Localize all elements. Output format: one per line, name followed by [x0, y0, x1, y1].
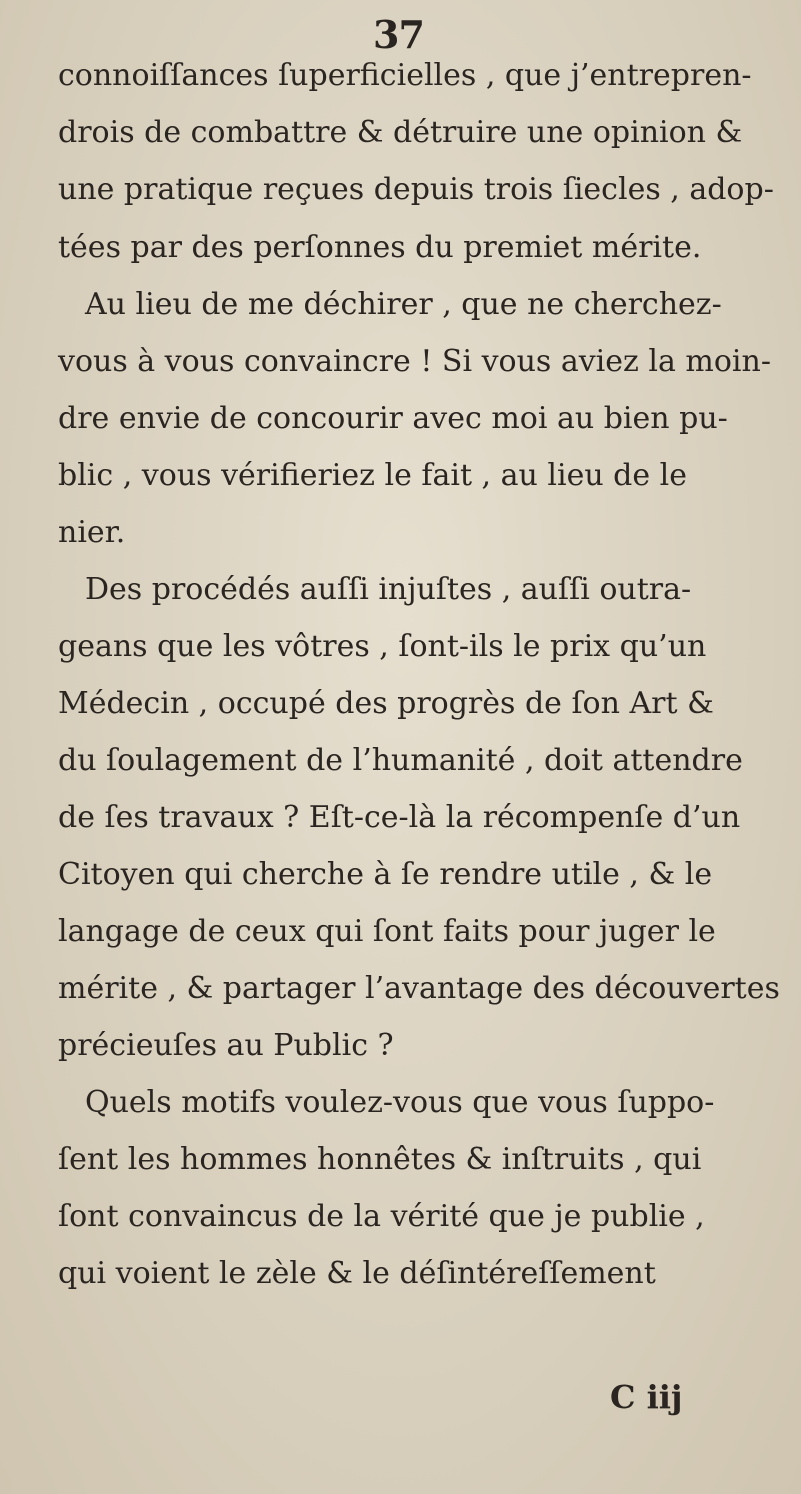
text-line: Citoyen qui cherche à ſe rendre utile , & le — [58, 857, 713, 892]
text-line: nier. — [58, 515, 126, 550]
text-line: Au lieu de me déchirer , que ne cherchez- — [85, 287, 722, 322]
text-line: vous à vous convaincre ! Si vous aviez la moin- — [58, 344, 771, 379]
text-line: ſent les hommes honnêtes & inſtruits , qui — [58, 1142, 702, 1177]
text-line: drois de combattre & détruire une opinion & — [58, 115, 743, 150]
text-line: qui voient le zèle & le déſintéreſſement — [58, 1256, 656, 1291]
text-line: précieuſes au Public ? — [58, 1028, 394, 1063]
text-line: Médecin , occupé des progrès de ſon Art & — [58, 686, 714, 721]
signature-mark: C iij — [610, 1378, 683, 1416]
text-line: ſont convaincus de la vérité que je publie , — [58, 1199, 705, 1234]
page-number: 37 — [373, 12, 424, 57]
text-line: Des procédés auſſi injuſtes , auſſi outra- — [85, 572, 692, 607]
text-line: de ſes travaux ? Eſt-ce-là la récompenſe d’un — [58, 800, 741, 835]
text-line: une pratique reçues depuis trois ſiecles , adop- — [58, 172, 774, 207]
text-line: geans que les vôtres , ſont-ils le prix qu’un — [58, 629, 707, 664]
text-line: Quels motifs voulez-vous que vous ſuppo- — [85, 1085, 715, 1120]
text-line: langage de ceux qui ſont faits pour juger le — [58, 914, 716, 949]
text-line: connoiſſances ſuperficielles , que j’entrepren- — [58, 58, 752, 93]
text-line: du ſoulagement de l’humanité , doit attendre — [58, 743, 743, 778]
text-line: tées par des perſonnes du premiet mérite. — [58, 230, 702, 265]
text-line: dre envie de concourir avec moi au bien pu- — [58, 401, 728, 436]
text-line: mérite , & partager l’avantage des découvertes — [58, 971, 780, 1006]
text-line: blic , vous vérifieriez le fait , au lieu de le — [58, 458, 688, 493]
